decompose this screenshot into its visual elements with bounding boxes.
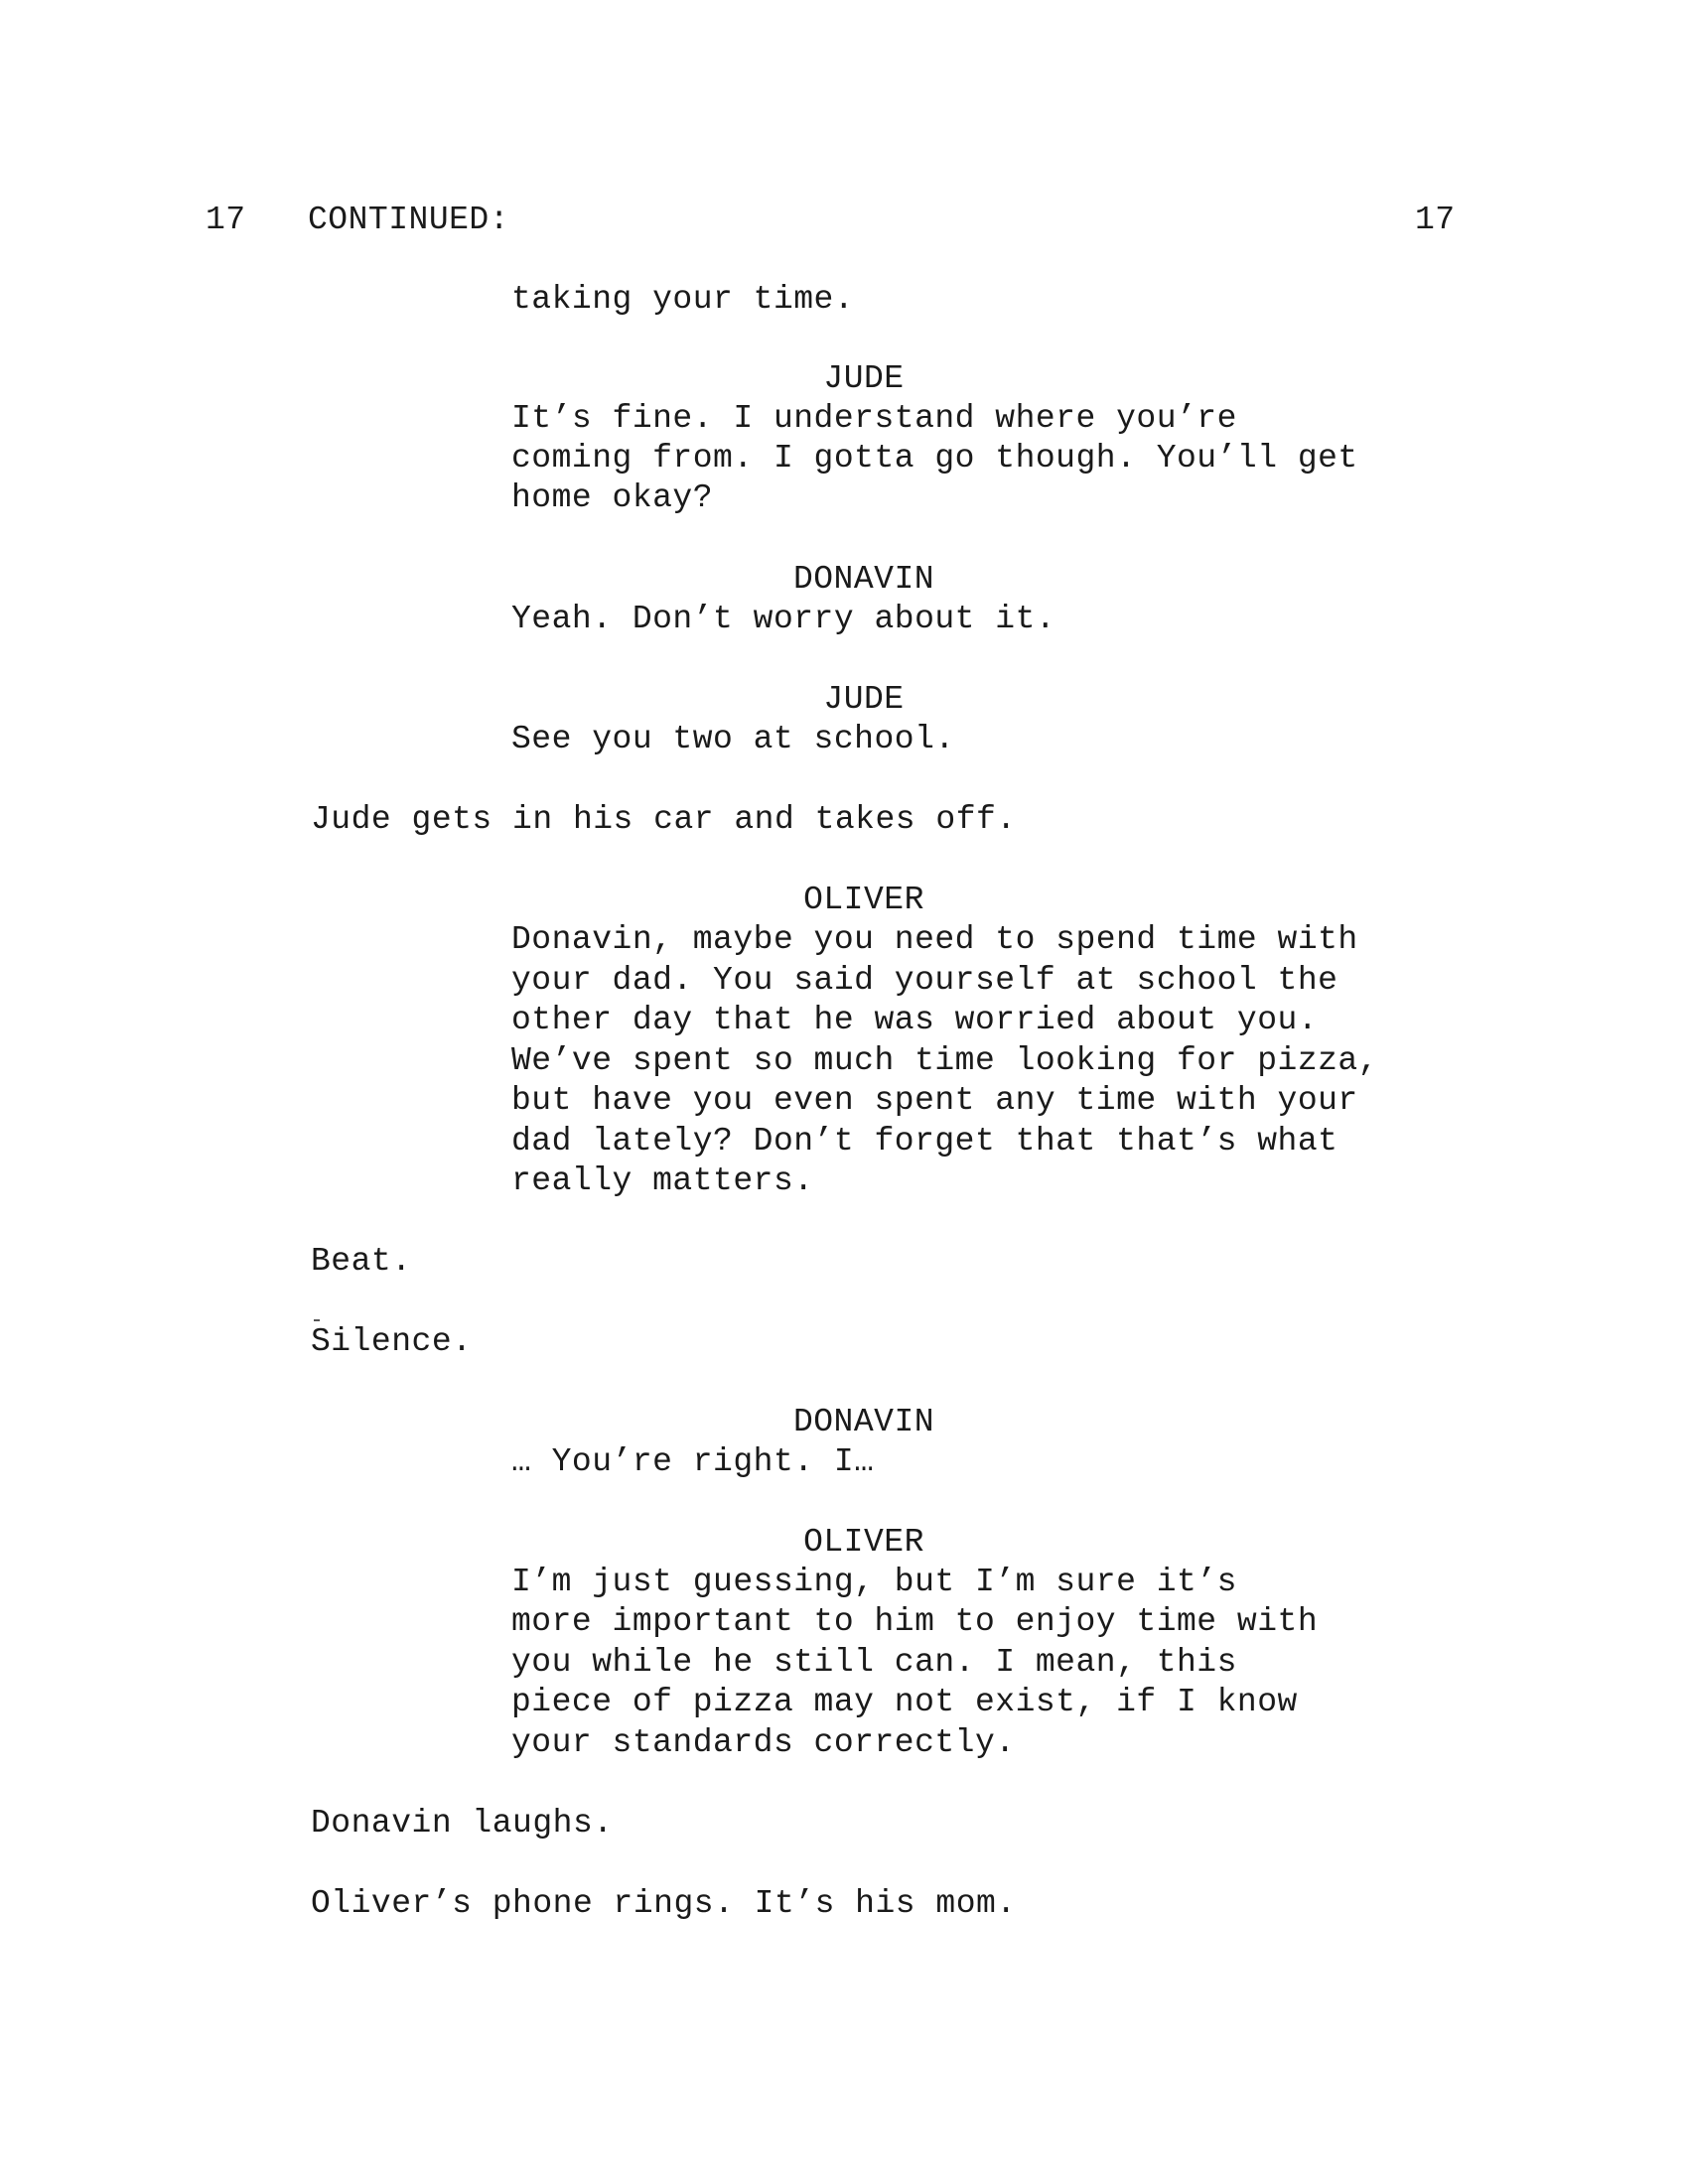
dialogue-line: dad lately? Don’t forget that that’s what [511, 1123, 1338, 1160]
character-name: DONAVIN [792, 1404, 935, 1440]
dialogue-line: your standards correctly. [511, 1724, 1016, 1761]
continued-label: CONTINUED: [308, 202, 510, 238]
character-name: JUDE [823, 681, 905, 718]
action-line: Jude gets in his car and takes off. [311, 801, 1017, 838]
dialogue-line: taking your time. [511, 281, 855, 318]
character-name: OLIVER [803, 882, 924, 918]
dialogue-line: home okay? [511, 479, 714, 516]
dialogue-line: your dad. You said yourself at school the [511, 962, 1338, 999]
scene-number-left: 17 [206, 202, 246, 238]
dialogue-line: other day that he was worried about you. [511, 1002, 1319, 1038]
dialogue-line: See you two at school. [511, 721, 955, 757]
action-line: Oliver’s phone rings. It’s his mom. [311, 1885, 1017, 1922]
character-name: JUDE [823, 360, 905, 397]
dialogue-line: Yeah. Don’t worry about it. [511, 601, 1056, 637]
scene-number-right: 17 [1415, 202, 1456, 238]
dialogue-line: more important to him to enjoy time with [511, 1603, 1319, 1640]
action-line: Donavin laughs. [311, 1805, 614, 1842]
dialogue-line: … You’re right. I… [511, 1443, 875, 1480]
dialogue-line: It’s fine. I understand where you’re [511, 400, 1237, 437]
action-line: Beat. [311, 1243, 412, 1280]
action-line: Silence. [311, 1323, 473, 1360]
dialogue-line: really matters. [511, 1162, 814, 1199]
stray-mark [314, 1319, 320, 1321]
dialogue-line: but have you even spent any time with your [511, 1082, 1358, 1119]
dialogue-line: We’ve spent so much time looking for pizza, [511, 1042, 1379, 1079]
dialogue-line: coming from. I gotta go though. You’ll get [511, 440, 1358, 477]
dialogue-line: piece of pizza may not exist, if I know [511, 1684, 1298, 1720]
dialogue-line: Donavin, maybe you need to spend time with [511, 921, 1358, 958]
character-name: DONAVIN [792, 561, 935, 598]
dialogue-line: I’m just guessing, but I’m sure it’s [511, 1564, 1237, 1600]
character-name: OLIVER [803, 1524, 924, 1561]
dialogue-line: you while he still can. I mean, this [511, 1644, 1237, 1681]
